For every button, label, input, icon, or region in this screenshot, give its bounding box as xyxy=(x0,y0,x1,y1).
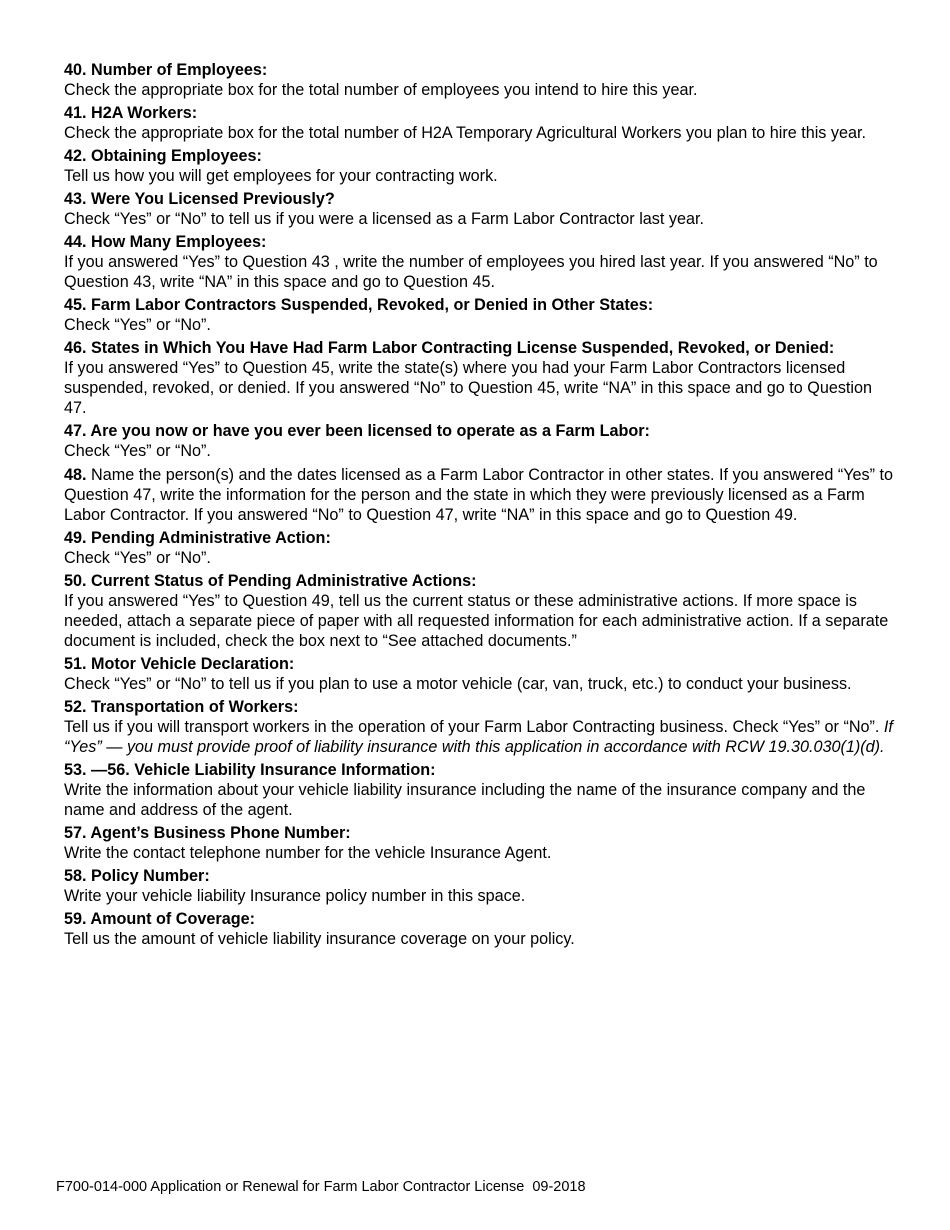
section-heading: 59. Amount of Coverage: xyxy=(64,910,255,928)
section-heading: 41. H2A Workers: xyxy=(64,104,198,122)
section-number: 48. xyxy=(64,466,87,484)
section-45 xyxy=(64,296,894,335)
section-heading: 53. —56. Vehicle Liability Insurance Information: xyxy=(64,761,436,779)
section-heading: 51. Motor Vehicle Declaration: xyxy=(64,655,295,673)
section-43 xyxy=(64,190,894,229)
section-49 xyxy=(64,529,894,568)
section-heading: 40. Number of Employees: xyxy=(64,61,268,79)
section-body: Write the information about your vehicle liability insurance including the name of the insurance company and the name and address of the agent. xyxy=(64,781,866,819)
section-body: Write the contact telephone number for the vehicle Insurance Agent. xyxy=(64,844,552,862)
section-heading: 47. Are you now or have you ever been licensed to operate as a Farm Labor: xyxy=(64,422,650,440)
section-47 xyxy=(64,422,894,461)
section-heading: 43. Were You Licensed Previously? xyxy=(64,190,335,208)
section-body: Check “Yes” or “No”. xyxy=(64,442,211,460)
section-46 xyxy=(64,339,894,418)
section-58 xyxy=(64,867,894,906)
section-body: Check “Yes” or “No”. xyxy=(64,316,211,334)
section-body: If you answered “Yes” to Question 49, tell us the current status or these administrative actions. If more space is needed, attach a separate piece of paper with all requested information for each administrative action. If a separate document is included, check the box next to “See attached documents.” xyxy=(64,592,889,650)
section-heading: 45. Farm Labor Contractors Suspended, Revoked, or Denied in Other States: xyxy=(64,296,654,314)
section-body-text: Name the person(s) and the dates licensed as a Farm Labor Contractor in other states. If you answered “Yes” to Question 47, write the information for the person and the state in which they were previously licensed as a Farm Labor Contractor. If you answered “No” to Question 47, write “NA” in this space and go to Question 49. xyxy=(64,466,894,524)
insurance-note: If “Yes” — you must provide proof of liability insurance with this application in accordance with RCW 19.30.030(1)(d). xyxy=(64,718,893,756)
section-body-text: Tell us if you will transport workers in the operation of your Farm Labor Contracting business. Check “Yes” or “No”. xyxy=(64,718,884,736)
section-51 xyxy=(64,655,894,694)
section-body xyxy=(64,465,894,525)
section-body: Check the appropriate box for the total number of H2A Temporary Agricultural Workers you plan to hire this year. xyxy=(64,124,866,142)
section-44 xyxy=(64,233,894,292)
section-body: Tell us the amount of vehicle liability insurance coverage on your policy. xyxy=(64,930,575,948)
section-48 xyxy=(64,465,894,525)
section-heading: 49. Pending Administrative Action: xyxy=(64,529,331,547)
form-footer: F700-014-000 Application or Renewal for Farm Labor Contractor License 09-2018 xyxy=(56,1179,586,1195)
section-heading: 50. Current Status of Pending Administrative Actions: xyxy=(64,572,477,590)
section-body: Tell us how you will get employees for your contracting work. xyxy=(64,167,498,185)
section-body: Check the appropriate box for the total number of employees you intend to hire this year. xyxy=(64,81,698,99)
instructions-content xyxy=(64,61,894,953)
section-59 xyxy=(64,910,894,949)
section-heading: 42. Obtaining Employees: xyxy=(64,147,262,165)
section-52 xyxy=(64,698,894,757)
section-heading: 52. Transportation of Workers: xyxy=(64,698,299,716)
section-body: Check “Yes” or “No”. xyxy=(64,549,211,567)
section-40 xyxy=(64,61,894,100)
section-50 xyxy=(64,572,894,651)
section-57 xyxy=(64,824,894,863)
section-body: Check “Yes” or “No” to tell us if you were a licensed as a Farm Labor Contractor last year. xyxy=(64,210,704,228)
section-heading: 58. Policy Number: xyxy=(64,867,210,885)
section-heading: 44. How Many Employees: xyxy=(64,233,267,251)
section-41 xyxy=(64,104,894,143)
section-body: Write your vehicle liability Insurance policy number in this space. xyxy=(64,887,526,905)
section-heading: 46. States in Which You Have Had Farm Labor Contracting License Suspended, Revoked, or Denied: xyxy=(64,339,835,357)
section-body: If you answered “Yes” to Question 43 , write the number of employees you hired last year. If you answered “No” to Question 43, write “NA” in this space and go to Question 45. xyxy=(64,253,878,291)
section-heading: 57. Agent’s Business Phone Number: xyxy=(64,824,351,842)
section-body: If you answered “Yes” to Question 45, write the state(s) where you had your Farm Labor Contractors licensed suspended, revoked, or denied. If you answered “No” to Question 45, write “NA” in this space and go to Question 47. xyxy=(64,359,873,417)
section-42 xyxy=(64,147,894,186)
section-body: Check “Yes” or “No” to tell us if you plan to use a motor vehicle (car, van, truck, etc.) to conduct your business. xyxy=(64,675,852,693)
section-53-56 xyxy=(64,761,894,820)
section-body xyxy=(64,717,894,757)
